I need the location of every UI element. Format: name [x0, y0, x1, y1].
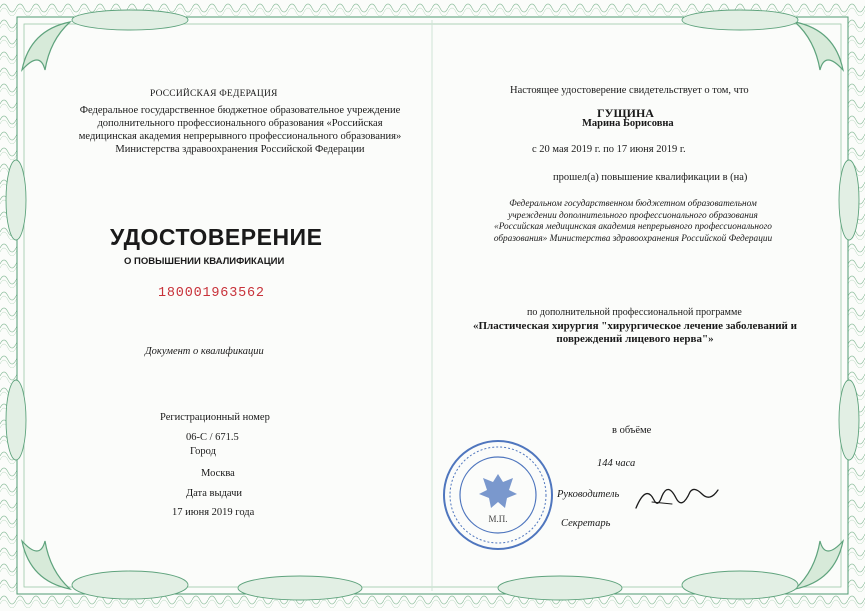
seal-mp-label: М.П. — [488, 514, 508, 524]
training-organization: Федеральном государственном бюджетном образовательном учреждении дополнительного профессионального образования «Российская медицинская академия непрерывного профессионального образования» Министерства здравоохранения Российской Федерации — [493, 199, 773, 244]
registration-number-label: Регистрационный номер — [160, 412, 270, 423]
document-type: Документ о квалификации — [145, 346, 264, 357]
program-intro: по дополнительной профессиональной программе — [527, 307, 742, 318]
issue-date-value: 17 июня 2019 года — [172, 507, 255, 518]
certifies-statement: Настоящее удостоверение свидетельствует о том, что — [510, 85, 749, 96]
document-subtitle: О ПОВЫШЕНИИ КВАЛИФИКАЦИИ — [124, 256, 285, 267]
eagle-emblem-icon — [479, 474, 517, 508]
city-value: Москва — [201, 468, 235, 479]
holder-surname: ГУЩИНА — [597, 106, 654, 120]
secretary-label: Секретарь — [561, 518, 611, 529]
holder-name: Марина Борисовна — [582, 118, 674, 129]
program-name: «Пластическая хирургия "хирургическое лечение заболеваний и повреждений лицевого нерва"» — [473, 320, 797, 345]
head-signature — [632, 478, 722, 516]
volume-label: в объёме — [612, 425, 652, 436]
training-period: с 20 мая 2019 г. по 17 июня 2019 г. — [532, 144, 686, 155]
city-label: Город — [190, 446, 216, 457]
certificate-number: 180001963562 — [158, 286, 265, 301]
issuing-institution: Федеральное государственное бюджетное образовательное учреждение дополнительного профессионального образования «Российская медицинская академия непрерывного профессионального образования» Министерства здравоохранения Российской Федерации — [78, 105, 402, 155]
issue-date-label: Дата выдачи — [186, 488, 243, 499]
document-title: УДОСТОВЕРЕНИЕ — [110, 224, 323, 250]
country-label: РОССИЙСКАЯ ФЕДЕРАЦИЯ — [150, 89, 278, 99]
passed-statement: прошел(а) повышение квалификации в (на) — [553, 172, 748, 183]
official-seal — [441, 438, 555, 552]
head-label: Руководитель — [557, 489, 620, 500]
registration-number-value: 06-С / 671.5 — [186, 432, 239, 443]
hours-value: 144 часа — [597, 458, 636, 469]
